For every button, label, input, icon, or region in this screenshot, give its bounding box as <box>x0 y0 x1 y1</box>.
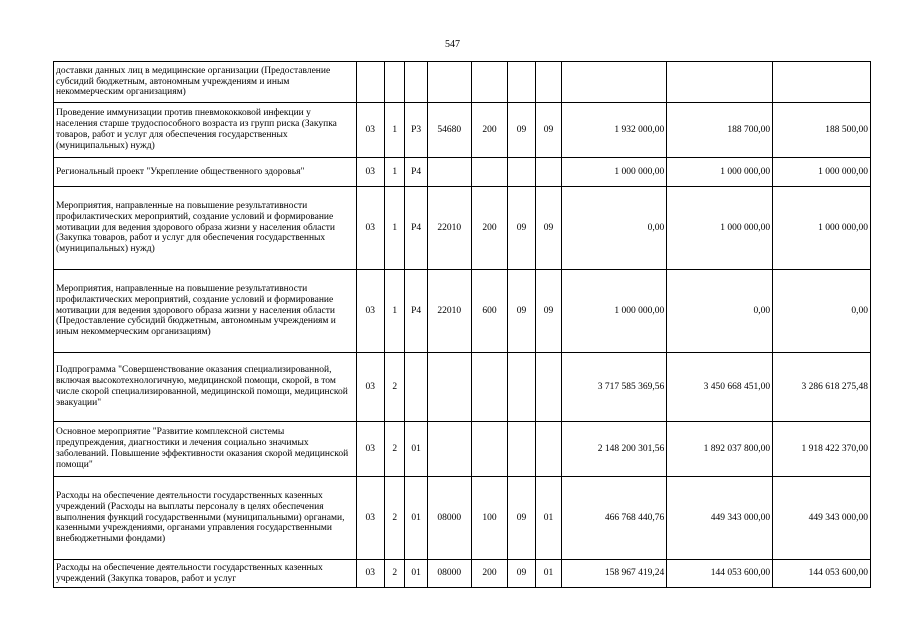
code-cell-c5: 200 <box>471 560 508 588</box>
page-number: 547 <box>445 39 460 50</box>
code-cell-c7: 09 <box>535 187 561 270</box>
code-cell-c6: 09 <box>508 560 536 588</box>
amount-cell-a3: 144 053 600,00 <box>773 560 871 588</box>
amount-cell-a1: 2 148 200 301,56 <box>562 422 667 477</box>
amount-cell-a1: 466 768 440,76 <box>562 477 667 560</box>
amount-cell-a2: 3 450 668 451,00 <box>667 353 773 422</box>
row-description: Основное мероприятие "Развитие комплексной системы предупреждения, диагностики и лечения социально значимых заболеваний. Повышение эффективности оказания скорой медицинской помощи" <box>54 422 357 477</box>
amount-cell-a1 <box>562 62 667 103</box>
code-cell-c3: P3 <box>405 103 427 158</box>
code-cell-c4: 22010 <box>427 187 471 270</box>
code-cell-c5 <box>471 422 508 477</box>
amount-cell-a1: 1 000 000,00 <box>562 270 667 353</box>
table-row <box>54 560 871 588</box>
row-description: Мероприятия, направленные на повышение результативности профилактических мероприятий, создание условий и формирование мотивации для ведения здорового образа жизни у населения области (Закупка товаров, работ и услуг для обеспечения государственных (муниципальных) нужд) <box>54 187 357 270</box>
code-cell-c6: 09 <box>508 270 536 353</box>
code-cell-c1: 03 <box>356 103 385 158</box>
code-cell-c2: 1 <box>385 187 405 270</box>
code-cell-c1 <box>356 62 385 103</box>
amount-cell-a1: 1 000 000,00 <box>562 158 667 187</box>
code-cell-c2 <box>385 62 405 103</box>
code-cell-c3: P4 <box>405 187 427 270</box>
row-description: Мероприятия, направленные на повышение результативности профилактических мероприятий, создание условий и формирование мотивации для ведения здорового образа жизни у населения области (Предоставление субсидий бюджетным, автономным учреждениям и иным некоммерческим организациям) <box>54 270 357 353</box>
amount-cell-a3: 0,00 <box>773 270 871 353</box>
code-cell-c1: 03 <box>356 353 385 422</box>
row-description: доставки данных лиц в медицинские организации (Предоставление субсидий бюджетным, автономным учреждениям и иным некоммерческим организациям) <box>54 62 357 103</box>
code-cell-c4: 54680 <box>427 103 471 158</box>
code-cell-c4: 08000 <box>427 477 471 560</box>
amount-cell-a1: 1 932 000,00 <box>562 103 667 158</box>
amount-cell-a3: 1 000 000,00 <box>773 187 871 270</box>
code-cell-c6 <box>508 62 536 103</box>
code-cell-c2: 2 <box>385 422 405 477</box>
amount-cell-a2 <box>667 62 773 103</box>
code-cell-c7: 01 <box>535 477 561 560</box>
code-cell-c5: 200 <box>471 103 508 158</box>
code-cell-c6 <box>508 422 536 477</box>
code-cell-c4 <box>427 353 471 422</box>
code-cell-c7 <box>535 158 561 187</box>
code-cell-c6: 09 <box>508 477 536 560</box>
code-cell-c3 <box>405 353 427 422</box>
amount-cell-a3: 449 343 000,00 <box>773 477 871 560</box>
amount-cell-a2: 449 343 000,00 <box>667 477 773 560</box>
code-cell-c6 <box>508 158 536 187</box>
code-cell-c5 <box>471 158 508 187</box>
code-cell-c1: 03 <box>356 158 385 187</box>
code-cell-c6: 09 <box>508 187 536 270</box>
row-description: Расходы на обеспечение деятельности государственных казенных учреждений (Расходы на выплаты персоналу в целях обеспечения выполнения функций государственными (муниципальными) органами, казенными учреждениями, органами управления государственными внебюджетными фондами) <box>54 477 357 560</box>
code-cell-c7 <box>535 353 561 422</box>
table-row <box>54 62 871 103</box>
code-cell-c3: 01 <box>405 560 427 588</box>
code-cell-c6: 09 <box>508 103 536 158</box>
amount-cell-a1: 3 717 585 369,56 <box>562 353 667 422</box>
code-cell-c1: 03 <box>356 187 385 270</box>
amount-cell-a2: 1 892 037 800,00 <box>667 422 773 477</box>
amount-cell-a1: 158 967 419,24 <box>562 560 667 588</box>
code-cell-c3: 01 <box>405 477 427 560</box>
code-cell-c3 <box>405 62 427 103</box>
code-cell-c5 <box>471 62 508 103</box>
code-cell-c2: 2 <box>385 477 405 560</box>
code-cell-c7: 09 <box>535 103 561 158</box>
code-cell-c2: 1 <box>385 270 405 353</box>
table-row <box>54 477 871 560</box>
budget-table <box>53 61 871 588</box>
amount-cell-a3: 188 500,00 <box>773 103 871 158</box>
code-cell-c3: 01 <box>405 422 427 477</box>
amount-cell-a3: 1 000 000,00 <box>773 158 871 187</box>
amount-cell-a2: 1 000 000,00 <box>667 187 773 270</box>
amount-cell-a2: 1 000 000,00 <box>667 158 773 187</box>
code-cell-c3: P4 <box>405 158 427 187</box>
code-cell-c2: 1 <box>385 103 405 158</box>
amount-cell-a2: 0,00 <box>667 270 773 353</box>
row-description: Региональный проект "Укрепление общественного здоровья" <box>54 158 357 187</box>
amount-cell-a3: 1 918 422 370,00 <box>773 422 871 477</box>
table-row <box>54 187 871 270</box>
code-cell-c1: 03 <box>356 477 385 560</box>
amount-cell-a1: 0,00 <box>562 187 667 270</box>
code-cell-c4: 08000 <box>427 560 471 588</box>
code-cell-c1: 03 <box>356 270 385 353</box>
code-cell-c2: 2 <box>385 560 405 588</box>
row-description: Проведение иммунизации против пневмококковой инфекции у населения старше трудоспособного возраста из групп риска (Закупка товаров, работ и услуг для обеспечения государственных (муниципальных) нужд) <box>54 103 357 158</box>
code-cell-c7: 09 <box>535 270 561 353</box>
code-cell-c4 <box>427 422 471 477</box>
amount-cell-a2: 188 700,00 <box>667 103 773 158</box>
code-cell-c4 <box>427 62 471 103</box>
row-description: Подпрограмма "Совершенствование оказания специализированной, включая высокотехнологичную, медицинской помощи, скорой, в том числе скорой специализированной, медицинской помощи, медицинской эвакуации" <box>54 353 357 422</box>
table-row <box>54 353 871 422</box>
code-cell-c4: 22010 <box>427 270 471 353</box>
code-cell-c2: 1 <box>385 158 405 187</box>
code-cell-c4 <box>427 158 471 187</box>
code-cell-c5: 200 <box>471 187 508 270</box>
amount-cell-a3 <box>773 62 871 103</box>
code-cell-c7 <box>535 62 561 103</box>
table-row <box>54 422 871 477</box>
amount-cell-a2: 144 053 600,00 <box>667 560 773 588</box>
code-cell-c5 <box>471 353 508 422</box>
row-description: Расходы на обеспечение деятельности государственных казенных учреждений (Закупка товаров, работ и услуг <box>54 560 357 588</box>
code-cell-c5: 600 <box>471 270 508 353</box>
table-row <box>54 103 871 158</box>
code-cell-c6 <box>508 353 536 422</box>
code-cell-c3: P4 <box>405 270 427 353</box>
code-cell-c1: 03 <box>356 560 385 588</box>
code-cell-c5: 100 <box>471 477 508 560</box>
table-row <box>54 270 871 353</box>
table-body <box>54 62 871 588</box>
code-cell-c7: 01 <box>535 560 561 588</box>
table-row <box>54 158 871 187</box>
code-cell-c7 <box>535 422 561 477</box>
code-cell-c2: 2 <box>385 353 405 422</box>
code-cell-c1: 03 <box>356 422 385 477</box>
amount-cell-a3: 3 286 618 275,48 <box>773 353 871 422</box>
